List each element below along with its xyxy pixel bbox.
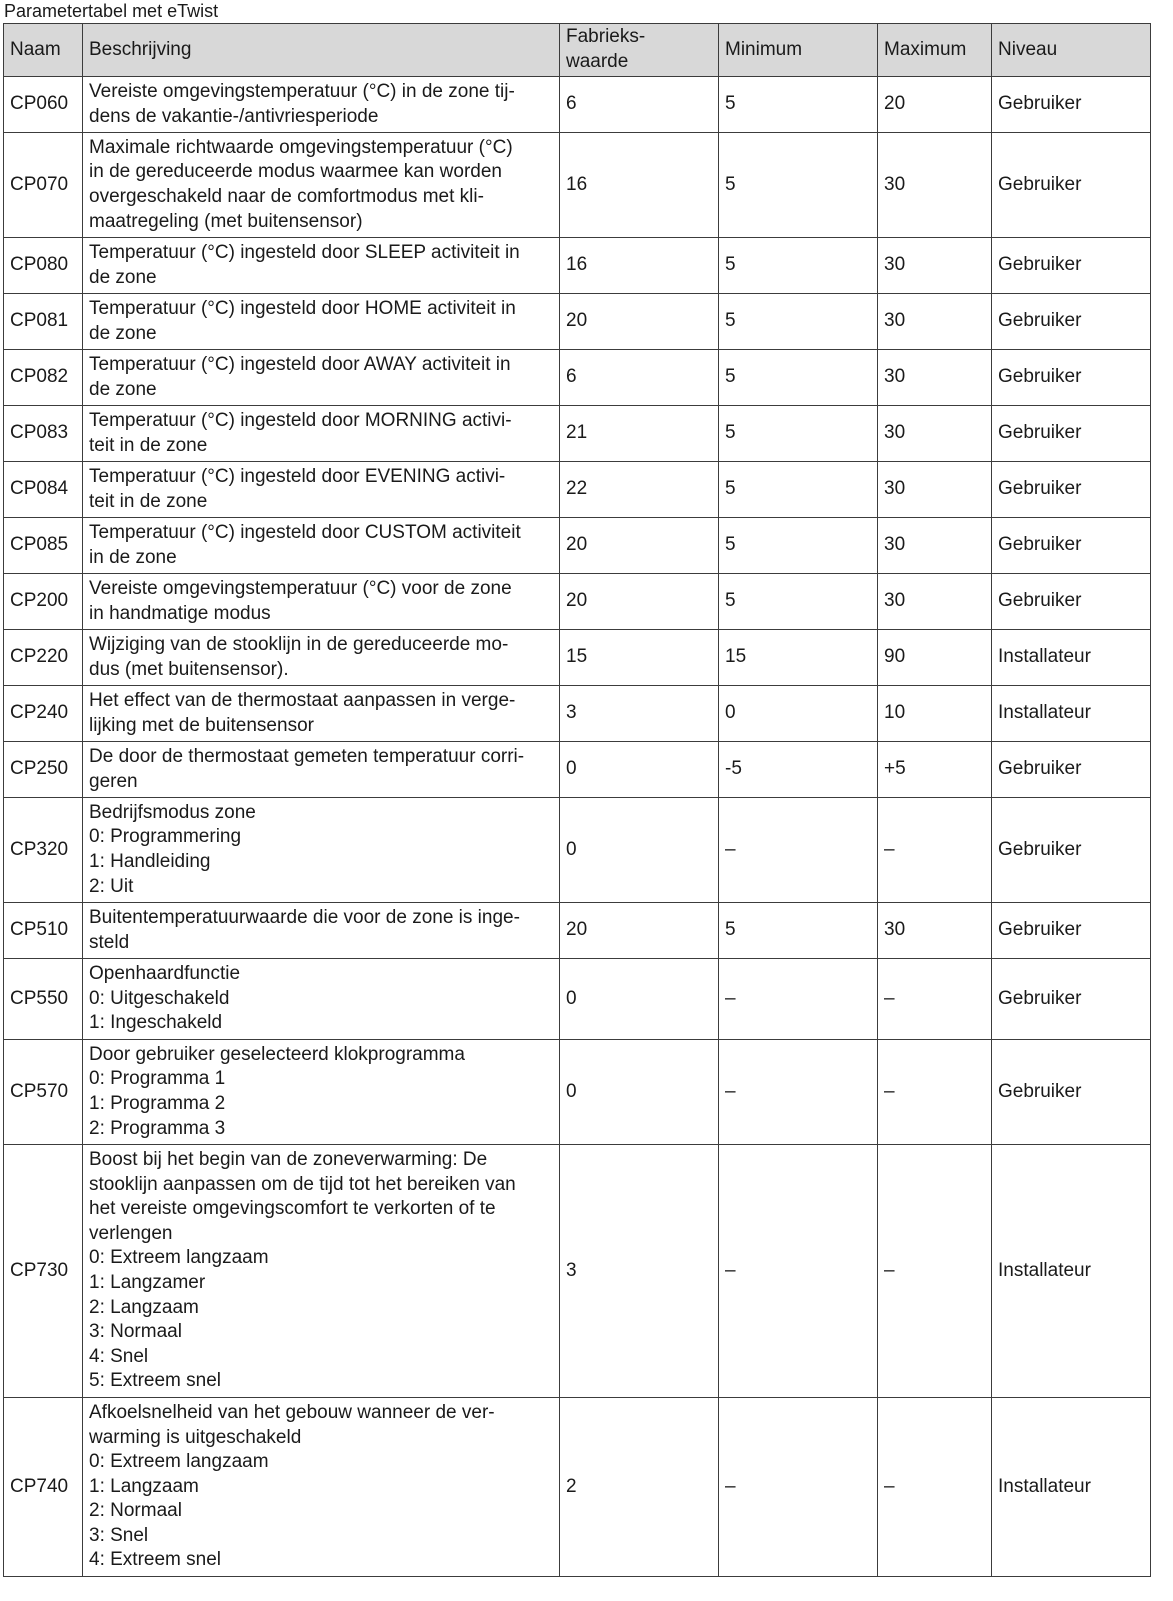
description-line: Bedrijfsmodus zone	[89, 801, 256, 823]
description-line: 5: Extreem snel	[89, 1370, 221, 1392]
cell-niveau: Installateur	[992, 686, 1151, 742]
description-line: in de zone	[89, 546, 177, 568]
cell-maximum: –	[878, 959, 992, 1040]
cell-maximum: 30	[878, 462, 992, 518]
cell-beschrijving	[83, 1398, 560, 1577]
table-row	[4, 1398, 1151, 1577]
description-line: Maximale richtwaarde omgevingstemperatuur (°C)	[89, 136, 513, 158]
cell-maximum: 10	[878, 686, 992, 742]
description-line: Temperatuur (°C) ingesteld door SLEEP activiteit in	[89, 241, 520, 263]
cell-naam: CP082	[4, 350, 83, 406]
table-row	[4, 294, 1151, 350]
description-line: 4: Extreem snel	[89, 1549, 221, 1571]
table-row	[4, 903, 1151, 959]
cell-fabriekswaarde: 0	[560, 798, 719, 903]
cell-naam: CP320	[4, 798, 83, 903]
header-maximum: Maximum	[878, 24, 992, 77]
table-row	[4, 1040, 1151, 1145]
cell-minimum: –	[719, 1040, 878, 1145]
cell-naam: CP550	[4, 959, 83, 1040]
cell-niveau: Gebruiker	[992, 903, 1151, 959]
cell-fabriekswaarde: 22	[560, 462, 719, 518]
description-line: 2: Programma 3	[89, 1117, 226, 1139]
cell-niveau: Gebruiker	[992, 77, 1151, 133]
description-line: Boost bij het begin van de zoneverwarming: De	[89, 1149, 488, 1171]
cell-naam: CP085	[4, 518, 83, 574]
cell-fabriekswaarde: 20	[560, 574, 719, 630]
description-line: verlengen	[89, 1222, 173, 1244]
description-line: maatregeling (met buitensensor)	[89, 210, 363, 232]
cell-naam: CP060	[4, 77, 83, 133]
description-line: Afkoelsnelheid van het gebouw wanneer de ver-	[89, 1401, 495, 1423]
cell-beschrijving	[83, 77, 560, 133]
cell-fabriekswaarde: 16	[560, 133, 719, 238]
cell-niveau: Installateur	[992, 1398, 1151, 1577]
cell-maximum: –	[878, 1145, 992, 1398]
header-naam: Naam	[4, 24, 83, 77]
cell-maximum: –	[878, 1040, 992, 1145]
cell-maximum: 30	[878, 574, 992, 630]
cell-beschrijving	[83, 959, 560, 1040]
description-line: Temperatuur (°C) ingesteld door CUSTOM activiteit	[89, 521, 521, 543]
description-line: geren	[89, 770, 138, 792]
description-line: Wijziging van de stooklijn in de gereduceerde mo-	[89, 633, 509, 655]
description-line: 2: Normaal	[89, 1500, 182, 1522]
cell-fabriekswaarde: 0	[560, 742, 719, 798]
description-line: 0: Uitgeschakeld	[89, 987, 230, 1009]
cell-niveau: Gebruiker	[992, 462, 1151, 518]
description-line: Vereiste omgevingstemperatuur (°C) in de zone tij-	[89, 80, 515, 102]
cell-fabriekswaarde: 16	[560, 238, 719, 294]
cell-maximum: 30	[878, 903, 992, 959]
cell-fabriekswaarde: 15	[560, 630, 719, 686]
cell-beschrijving	[83, 406, 560, 462]
description-line: in de gereduceerde modus waarmee kan worden	[89, 161, 502, 183]
cell-naam: CP730	[4, 1145, 83, 1398]
header-beschrijving: Beschrijving	[83, 24, 560, 77]
cell-niveau: Gebruiker	[992, 742, 1151, 798]
description-line: stooklijn aanpassen om de tijd tot het bereiken van	[89, 1173, 516, 1195]
cell-minimum: 5	[719, 518, 878, 574]
description-line: overgeschakeld naar de comfortmodus met kli-	[89, 186, 484, 207]
cell-fabriekswaarde: 20	[560, 903, 719, 959]
cell-minimum: 5	[719, 406, 878, 462]
cell-fabriekswaarde: 0	[560, 1040, 719, 1145]
cell-minimum: 5	[719, 462, 878, 518]
description-line: 2: Uit	[89, 875, 134, 897]
cell-beschrijving	[83, 238, 560, 294]
cell-beschrijving	[83, 462, 560, 518]
cell-fabriekswaarde: 6	[560, 350, 719, 406]
description-line: de zone	[89, 322, 157, 344]
table-row	[4, 686, 1151, 742]
description-line: Temperatuur (°C) ingesteld door MORNING activi-	[89, 409, 512, 431]
cell-maximum: 20	[878, 77, 992, 133]
cell-niveau: Installateur	[992, 1145, 1151, 1398]
cell-minimum: –	[719, 1398, 878, 1577]
description-line: steld	[89, 931, 130, 953]
table-header	[4, 24, 1151, 77]
header-fabriekswaarde-line1: Fabrieks-	[566, 26, 646, 48]
cell-naam: CP083	[4, 406, 83, 462]
description-line: de zone	[89, 378, 157, 400]
cell-niveau: Gebruiker	[992, 518, 1151, 574]
cell-niveau: Gebruiker	[992, 133, 1151, 238]
cell-niveau: Gebruiker	[992, 574, 1151, 630]
cell-naam: CP250	[4, 742, 83, 798]
cell-maximum: 30	[878, 294, 992, 350]
cell-beschrijving	[83, 686, 560, 742]
cell-niveau: Gebruiker	[992, 798, 1151, 903]
cell-maximum: –	[878, 798, 992, 903]
description-line: in handmatige modus	[89, 602, 271, 624]
cell-naam: CP070	[4, 133, 83, 238]
cell-niveau: Installateur	[992, 630, 1151, 686]
cell-niveau: Gebruiker	[992, 1040, 1151, 1145]
cell-maximum: 30	[878, 133, 992, 238]
cell-maximum: 30	[878, 238, 992, 294]
cell-niveau: Gebruiker	[992, 959, 1151, 1040]
cell-fabriekswaarde: 6	[560, 77, 719, 133]
table-row	[4, 462, 1151, 518]
description-line: dus (met buitensensor).	[89, 658, 289, 680]
description-line: teit in de zone	[89, 434, 208, 456]
cell-minimum: 5	[719, 133, 878, 238]
cell-beschrijving	[83, 133, 560, 238]
description-line: lijking met de buitensensor	[89, 714, 314, 736]
description-line: 3: Normaal	[89, 1321, 182, 1343]
table-row	[4, 798, 1151, 903]
cell-minimum: 5	[719, 574, 878, 630]
cell-beschrijving	[83, 798, 560, 903]
description-line: Vereiste omgevingstemperatuur (°C) voor de zone	[89, 577, 512, 599]
description-line: 0: Extreem langzaam	[89, 1451, 269, 1473]
cell-beschrijving	[83, 1145, 560, 1398]
description-line: 2: Langzaam	[89, 1296, 199, 1318]
cell-fabriekswaarde: 21	[560, 406, 719, 462]
table-row	[4, 350, 1151, 406]
cell-minimum: -5	[719, 742, 878, 798]
table-caption: Parametertabel met eTwist	[4, 1, 219, 21]
description-line: 1: Langzamer	[89, 1272, 206, 1293]
description-line: Temperatuur (°C) ingesteld door HOME activiteit in	[89, 297, 516, 319]
cell-minimum: 0	[719, 686, 878, 742]
cell-fabriekswaarde: 20	[560, 518, 719, 574]
cell-minimum: 5	[719, 238, 878, 294]
description-line: 1: Programma 2	[89, 1093, 226, 1114]
cell-naam: CP220	[4, 630, 83, 686]
cell-minimum: 5	[719, 350, 878, 406]
cell-beschrijving	[83, 1040, 560, 1145]
cell-beschrijving	[83, 350, 560, 406]
table-row	[4, 574, 1151, 630]
cell-beschrijving	[83, 574, 560, 630]
cell-minimum: –	[719, 798, 878, 903]
table-row	[4, 406, 1151, 462]
description-line: teit in de zone	[89, 490, 208, 512]
parameter-table	[3, 23, 1151, 1577]
cell-naam: CP200	[4, 574, 83, 630]
table-body	[4, 77, 1151, 1577]
description-line: de zone	[89, 266, 157, 288]
description-line: 4: Snel	[89, 1345, 149, 1367]
table-row	[4, 77, 1151, 133]
cell-niveau: Gebruiker	[992, 406, 1151, 462]
description-line: 3: Snel	[89, 1524, 149, 1546]
header-row	[4, 24, 1151, 77]
cell-beschrijving	[83, 294, 560, 350]
cell-minimum: 5	[719, 903, 878, 959]
cell-maximum: –	[878, 1398, 992, 1577]
cell-fabriekswaarde: 20	[560, 294, 719, 350]
description-line: dens de vakantie-/antivriesperiode	[89, 105, 379, 127]
cell-fabriekswaarde: 2	[560, 1398, 719, 1577]
description-line: Het effect van de thermostaat aanpassen in verge-	[89, 689, 516, 711]
cell-niveau: Gebruiker	[992, 294, 1151, 350]
cell-beschrijving	[83, 630, 560, 686]
cell-naam: CP080	[4, 238, 83, 294]
cell-fabriekswaarde: 0	[560, 959, 719, 1040]
table-row	[4, 959, 1151, 1040]
description-line: 0: Programma 1	[89, 1068, 226, 1090]
cell-naam: CP740	[4, 1398, 83, 1577]
cell-maximum: 30	[878, 350, 992, 406]
cell-niveau: Gebruiker	[992, 238, 1151, 294]
header-minimum: Minimum	[719, 24, 878, 77]
description-line: 1: Handleiding	[89, 851, 211, 872]
cell-naam: CP084	[4, 462, 83, 518]
description-line: Buitentemperatuurwaarde die voor de zone is inge-	[89, 906, 520, 928]
cell-minimum: 5	[719, 294, 878, 350]
cell-maximum: 30	[878, 518, 992, 574]
description-line: 1: Langzaam	[89, 1475, 199, 1497]
header-fabriekswaarde	[560, 24, 719, 77]
table-row	[4, 742, 1151, 798]
cell-naam: CP570	[4, 1040, 83, 1145]
description-line: Openhaardfunctie	[89, 963, 241, 985]
cell-naam: CP240	[4, 686, 83, 742]
cell-minimum: –	[719, 1145, 878, 1398]
cell-fabriekswaarde: 3	[560, 1145, 719, 1398]
description-line: Temperatuur (°C) ingesteld door AWAY activiteit in	[89, 353, 511, 375]
cell-minimum: 15	[719, 630, 878, 686]
cell-naam: CP510	[4, 903, 83, 959]
cell-minimum: 5	[719, 77, 878, 133]
description-line: Door gebruiker geselecteerd klokprogramma	[89, 1043, 465, 1065]
cell-beschrijving	[83, 518, 560, 574]
description-line: 0: Programmering	[89, 826, 242, 848]
table-row	[4, 133, 1151, 238]
table-row	[4, 630, 1151, 686]
cell-maximum: 30	[878, 406, 992, 462]
header-fabriekswaarde-line2: waarde	[566, 51, 629, 72]
cell-minimum: –	[719, 959, 878, 1040]
table-row	[4, 238, 1151, 294]
table-row	[4, 1145, 1151, 1398]
description-line: 1: Ingeschakeld	[89, 1012, 223, 1034]
cell-maximum: +5	[878, 742, 992, 798]
cell-naam: CP081	[4, 294, 83, 350]
description-line: 0: Extreem langzaam	[89, 1247, 269, 1269]
cell-beschrijving	[83, 903, 560, 959]
table-row	[4, 518, 1151, 574]
description-line: het vereiste omgevingscomfort te verkorten of te	[89, 1198, 496, 1220]
cell-maximum: 90	[878, 630, 992, 686]
header-niveau: Niveau	[992, 24, 1151, 77]
cell-beschrijving	[83, 742, 560, 798]
description-line: De door de thermostaat gemeten temperatuur corri-	[89, 745, 525, 767]
cell-fabriekswaarde: 3	[560, 686, 719, 742]
description-line: Temperatuur (°C) ingesteld door EVENING activi-	[89, 465, 506, 487]
description-line: warming is uitgeschakeld	[89, 1426, 302, 1448]
cell-niveau: Gebruiker	[992, 350, 1151, 406]
